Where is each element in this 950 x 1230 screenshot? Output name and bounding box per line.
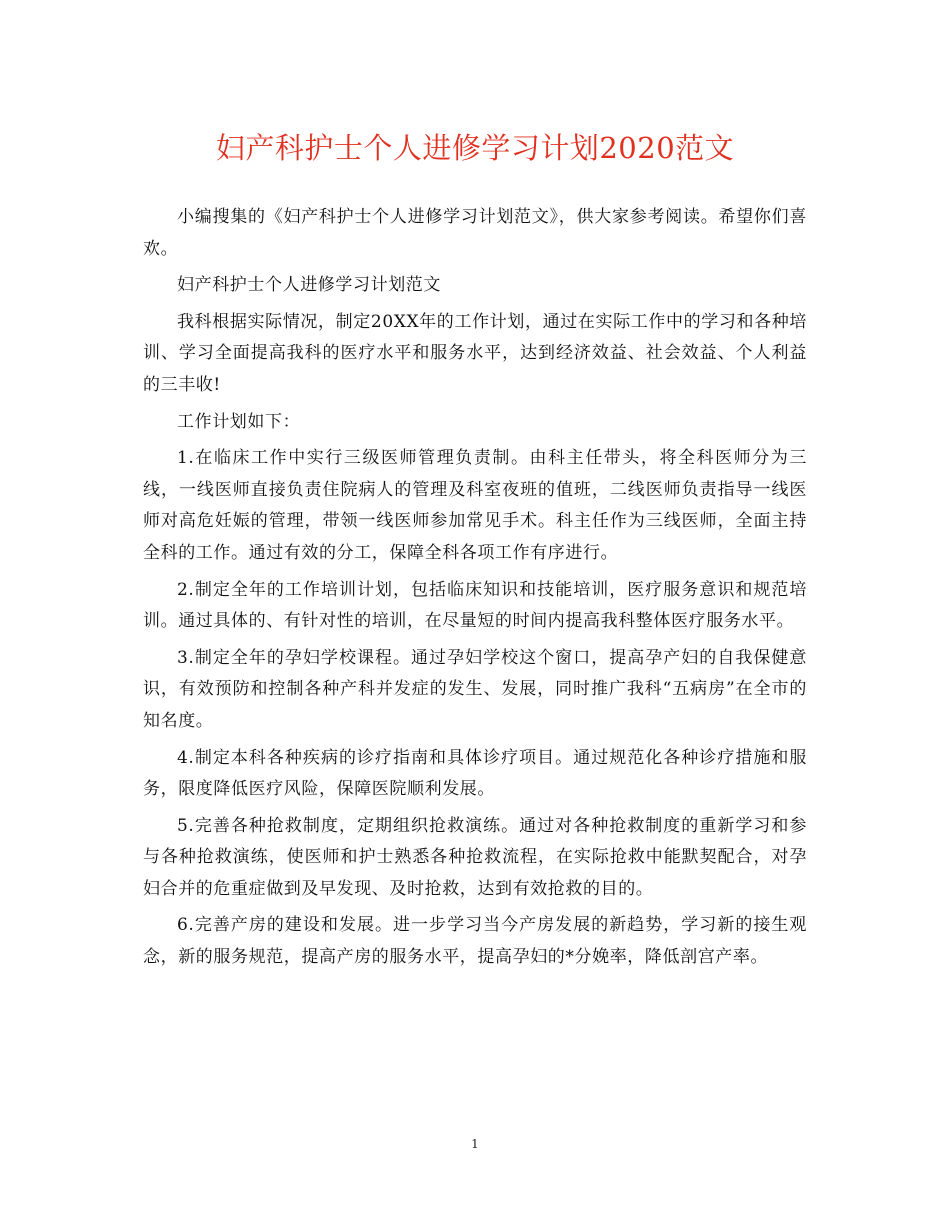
- document-body: [143, 202, 807, 979]
- document-title: 妇产科护士个人进修学习计划2020范文: [215, 131, 735, 165]
- paragraph-item-6: 6.完善产房的建设和发展。进一步学习当今产房发展的新趋势，学习新的接生观念，新的服务规范，提高产房的服务水平，提高孕妇的*分娩率，降低剖宫产率。: [143, 915, 807, 968]
- paragraph-item-5: 5.完善各种抢救制度，定期组织抢救演练。通过对各种抢救制度的重新学习和参与各种抢救演练，使医师和护士熟悉各种抢救流程，在实际抢救中能默契配合，对孕妇合并的危重症做到及早发现、及时抢救，达到有效抢救的目的。: [143, 815, 807, 899]
- paragraph-item-3: 3.制定全年的孕妇学校课程。通过孕妇学校这个窗口，提高孕产妇的自我保健意识，有效预防和控制各种产科并发症的发生、发展，同时推广我科“五病房”在全市的知名度。: [143, 647, 807, 731]
- paragraph-plan-heading: 工作计划如下：: [177, 411, 301, 432]
- paragraph-item-4: 4.制定本科各种疾病的诊疗指南和具体诊疗项目。通过规范化各种诊疗措施和服务，限度降低医疗风险，保障医院顺利发展。: [143, 747, 807, 800]
- paragraph-overview: 我科根据实际情况，制定20XX年的工作计划，通过在实际工作中的学习和各种培训、学习全面提高我科的医疗水平和服务水平，达到经济效益、社会效益、个人利益的三丰收!: [143, 311, 807, 395]
- paragraph-item-2: 2.制定全年的工作培训计划，包括临床知识和技能培训，医疗服务意识和规范培训。通过具体的、有针对性的培训，在尽量短的时间内提高我科整体医疗服务水平。: [143, 579, 807, 632]
- paragraph-subtitle: 妇产科护士个人进修学习计划范文: [177, 275, 441, 296]
- paragraph-item-1: 1.在临床工作中实行三级医师管理负责制。由科主任带头，将全科医师分为三线，一线医师直接负责住院病人的管理及科室夜班的值班，二线医师负责指导一线医师对高危妊娠的管理，带领一线医师参加常见手术。科主任作为三线医师，全面主持全科的工作。通过有效的分工，保障全科各项工作有序进行。: [143, 448, 807, 563]
- paragraph-intro: 小编搜集的《妇产科护士个人进修学习计划范文》，供大家参考阅读。希望你们喜欢。: [143, 207, 807, 259]
- page-number: 1: [471, 1137, 479, 1151]
